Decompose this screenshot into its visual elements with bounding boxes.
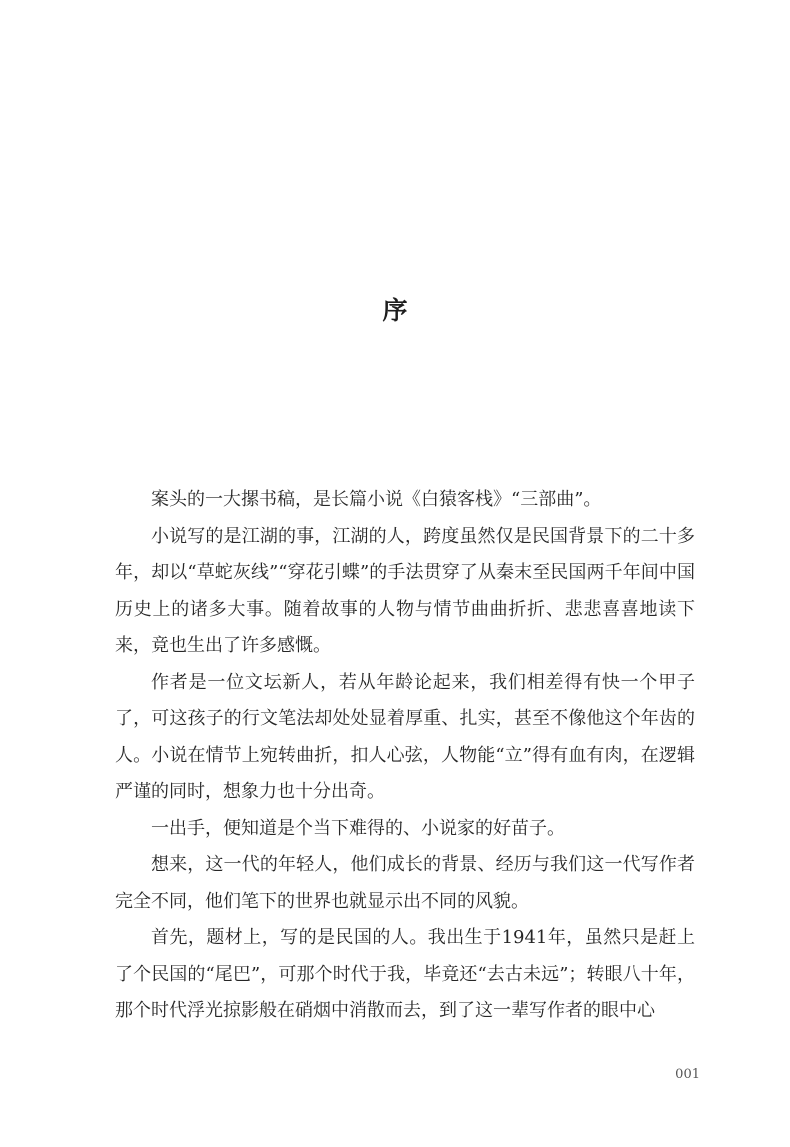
paragraph: 想来，这一代的年轻人，他们成长的背景、经历与我们这一代写作者完全不同，他们笔下的世界也就显示出不同的风貌。 — [115, 854, 695, 912]
paragraph: 首先，题材上，写的是民国的人。我出生于1941年，虽然只是赶上了个民国的“尾巴”，可那个时代于我，毕竟还“去古未远”；转眼八十年，那个时代浮光掠影般在硝烟中消散而去，到了这一辈写作者的眼中心 — [115, 927, 695, 1021]
paragraph: 案头的一大摞书稿，是长篇小说《白猿客栈》“三部曲”。 — [151, 489, 602, 510]
paragraph: 作者是一位文坛新人，若从年龄论起来，我们相差得有快一个甲子了，可这孩子的行文笔法却处处显着厚重、扎实，甚至不像他这个年齿的人。小说在情节上宛转曲折，扣人心弦，人物能“立”得有血有肉，在逻辑严谨的同时，想象力也十分出奇。 — [115, 671, 695, 802]
paragraph: 一出手，便知道是个当下难得的、小说家的好苗子。 — [151, 817, 565, 839]
paragraph: 小说写的是江湖的事，江湖的人，跨度虽然仅是民国背景下的二十多年，却以“草蛇灰线”“穿花引蝶”的手法贯穿了从秦末至民国两千年间中国历史上的诸多大事。随着故事的人物与情节曲曲折折、悲悲喜喜地读下来，竟也生出了许多感慨。 — [115, 525, 695, 656]
page-title: 序 — [382, 295, 408, 325]
page-number: 001 — [675, 1067, 700, 1082]
body-text — [115, 482, 695, 1030]
